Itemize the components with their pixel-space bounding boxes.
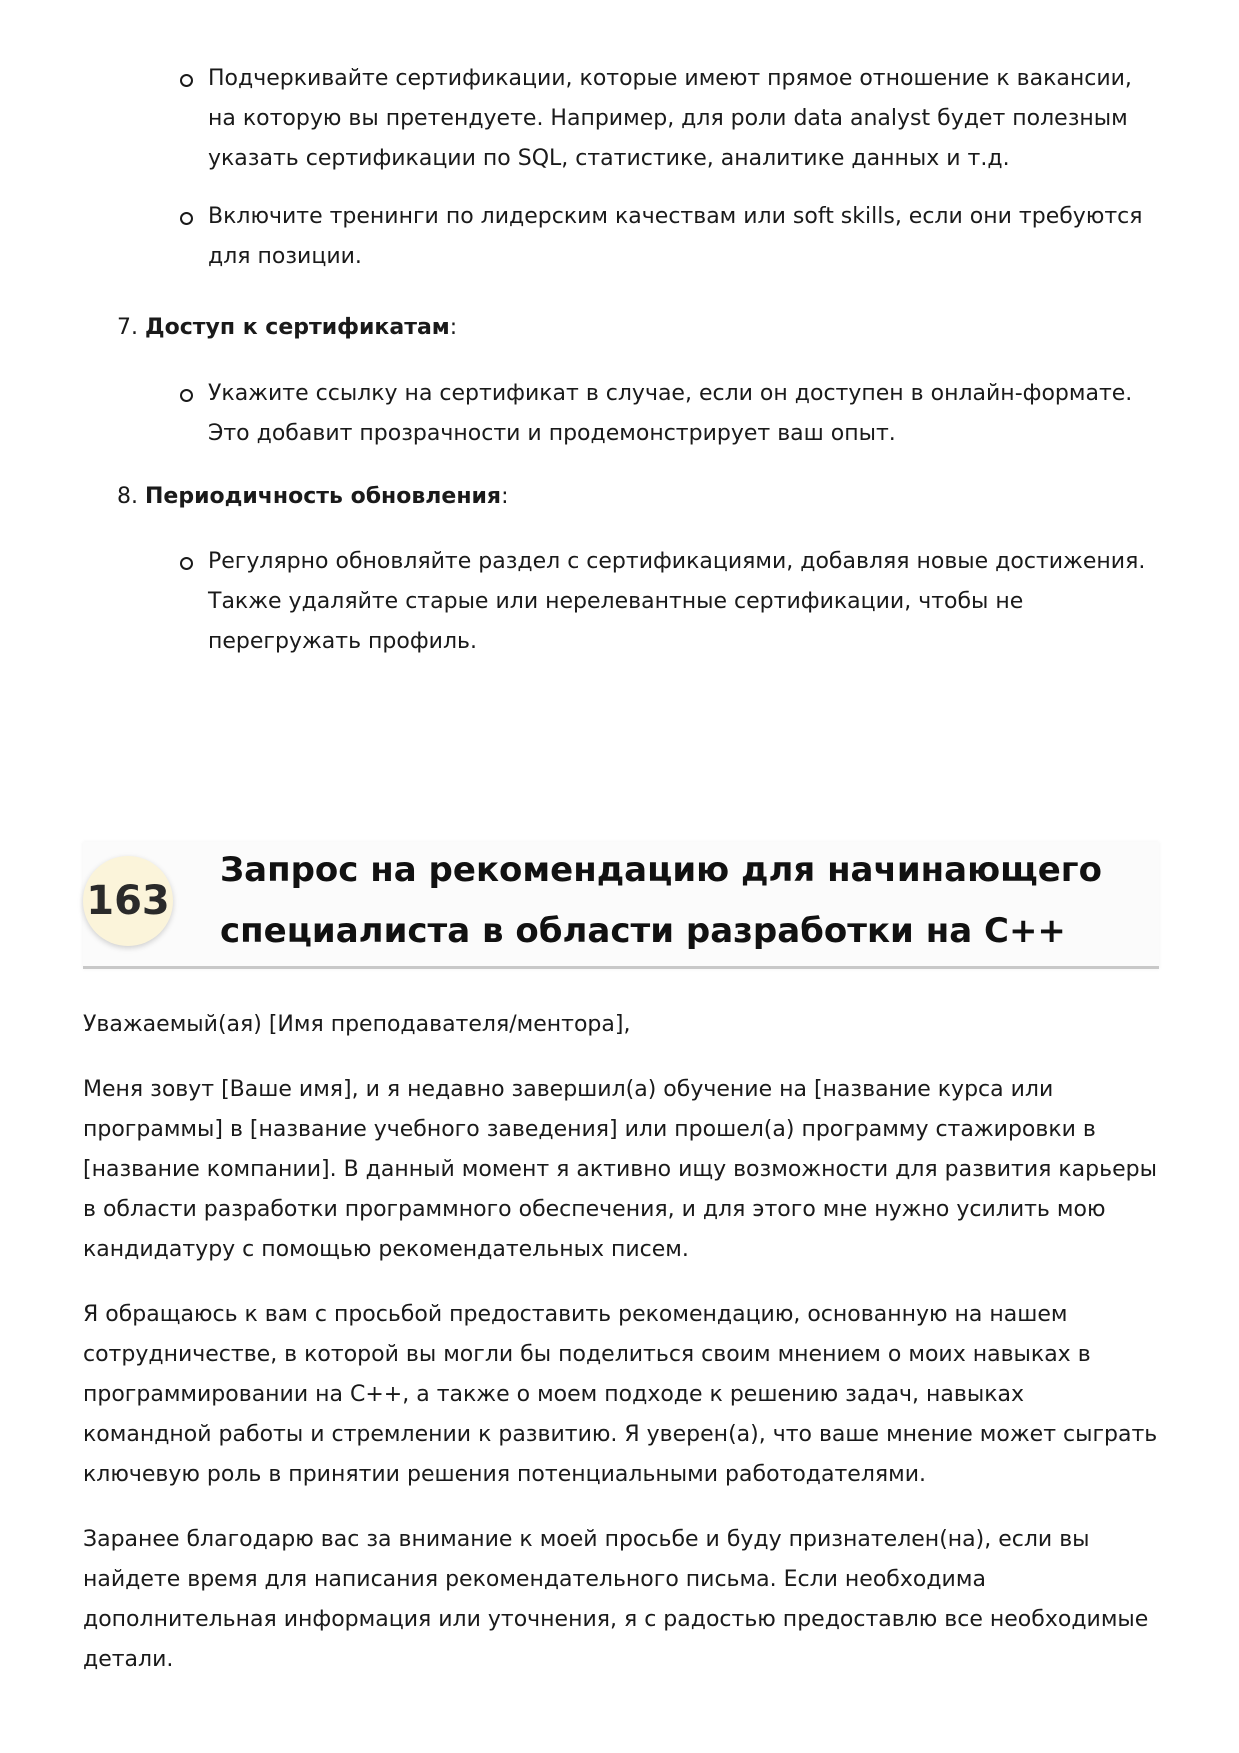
hollow-bullet-icon (180, 212, 193, 225)
item7-bullet-list (180, 374, 1160, 454)
list-item (180, 542, 1160, 662)
item-suffix: : (501, 484, 509, 509)
item8-bullet-list (180, 542, 1160, 662)
item-number: 8. (117, 484, 138, 509)
letter-greeting: Уважаемый(ая) [Имя преподавателя/ментора], (83, 1012, 631, 1037)
bullet-text: Укажите ссылку на сертификат в случае, если он доступен в онлайн-формате. Это добавит прозрачности и продемонстрирует ваш опыт. (208, 381, 1133, 446)
bullet-text: Подчеркивайте сертификации, которые имеют прямое отношение к вакансии, на которую вы претендуете. Например, для роли data analyst будет полезным указать сертификации по SQL, статистике, аналитике данных и т.д. (208, 66, 1132, 171)
hollow-bullet-icon (180, 557, 193, 570)
bullet-text: Регулярно обновляйте раздел с сертификациями, добавляя новые достижения. Также удаляйте старые или нерелевантные сертификации, чтобы не перегружать профиль. (208, 549, 1146, 654)
bullet-text: Включите тренинги по лидерским качествам или soft skills, если они требуются для позиции. (208, 204, 1143, 269)
list-item (180, 374, 1160, 454)
list-item (180, 197, 1160, 277)
item-title: Доступ к сертификатам (145, 315, 450, 340)
numbered-item-8 (117, 477, 508, 517)
section-title: Запрос на рекомендацию для начинающего специалиста в области разработки на C++ (220, 850, 1102, 951)
numbered-item-7 (117, 308, 457, 348)
letter-paragraph: Меня зовут [Ваше имя], и я недавно завершил(а) обучение на [название курса или программы] в [название учебного заведения] или прошел(а) программу стажировки в [название компании]. В данный момент я активно ищу возможности для развития карьеры в области разработки программного обеспечения, и для этого мне нужно усилить мою кандидатуру с помощью рекомендательных писем. (83, 1077, 1157, 1262)
section-number-badge: 163 (83, 856, 173, 946)
item-title: Периодичность обновления (145, 484, 502, 509)
hollow-bullet-icon (180, 389, 193, 402)
letter-paragraph: Я обращаюсь к вам с просьбой предоставить рекомендацию, основанную на нашем сотрудничестве, в которой вы могли бы поделиться своим мнением о моих навыках в программировании на C++, а также о моем подходе к решению задач, навыках командной работы и стремлении к развитию. Я уверен(а), что ваше мнение может сыграть ключевую роль в принятии решения потенциальными работодателями. (83, 1302, 1158, 1487)
letter-paragraph: Заранее благодарю вас за внимание к моей просьбе и буду признателен(на), если вы найдете время для написания рекомендательного письма. Если необходима дополнительная информация или уточнения, я с радостью предоставлю все необходимые детали. (83, 1527, 1149, 1672)
top-bullet-list (180, 59, 1160, 277)
hollow-bullet-icon (180, 74, 193, 87)
item-suffix: : (449, 315, 458, 340)
list-item (180, 59, 1160, 179)
item-number: 7. (117, 315, 138, 340)
